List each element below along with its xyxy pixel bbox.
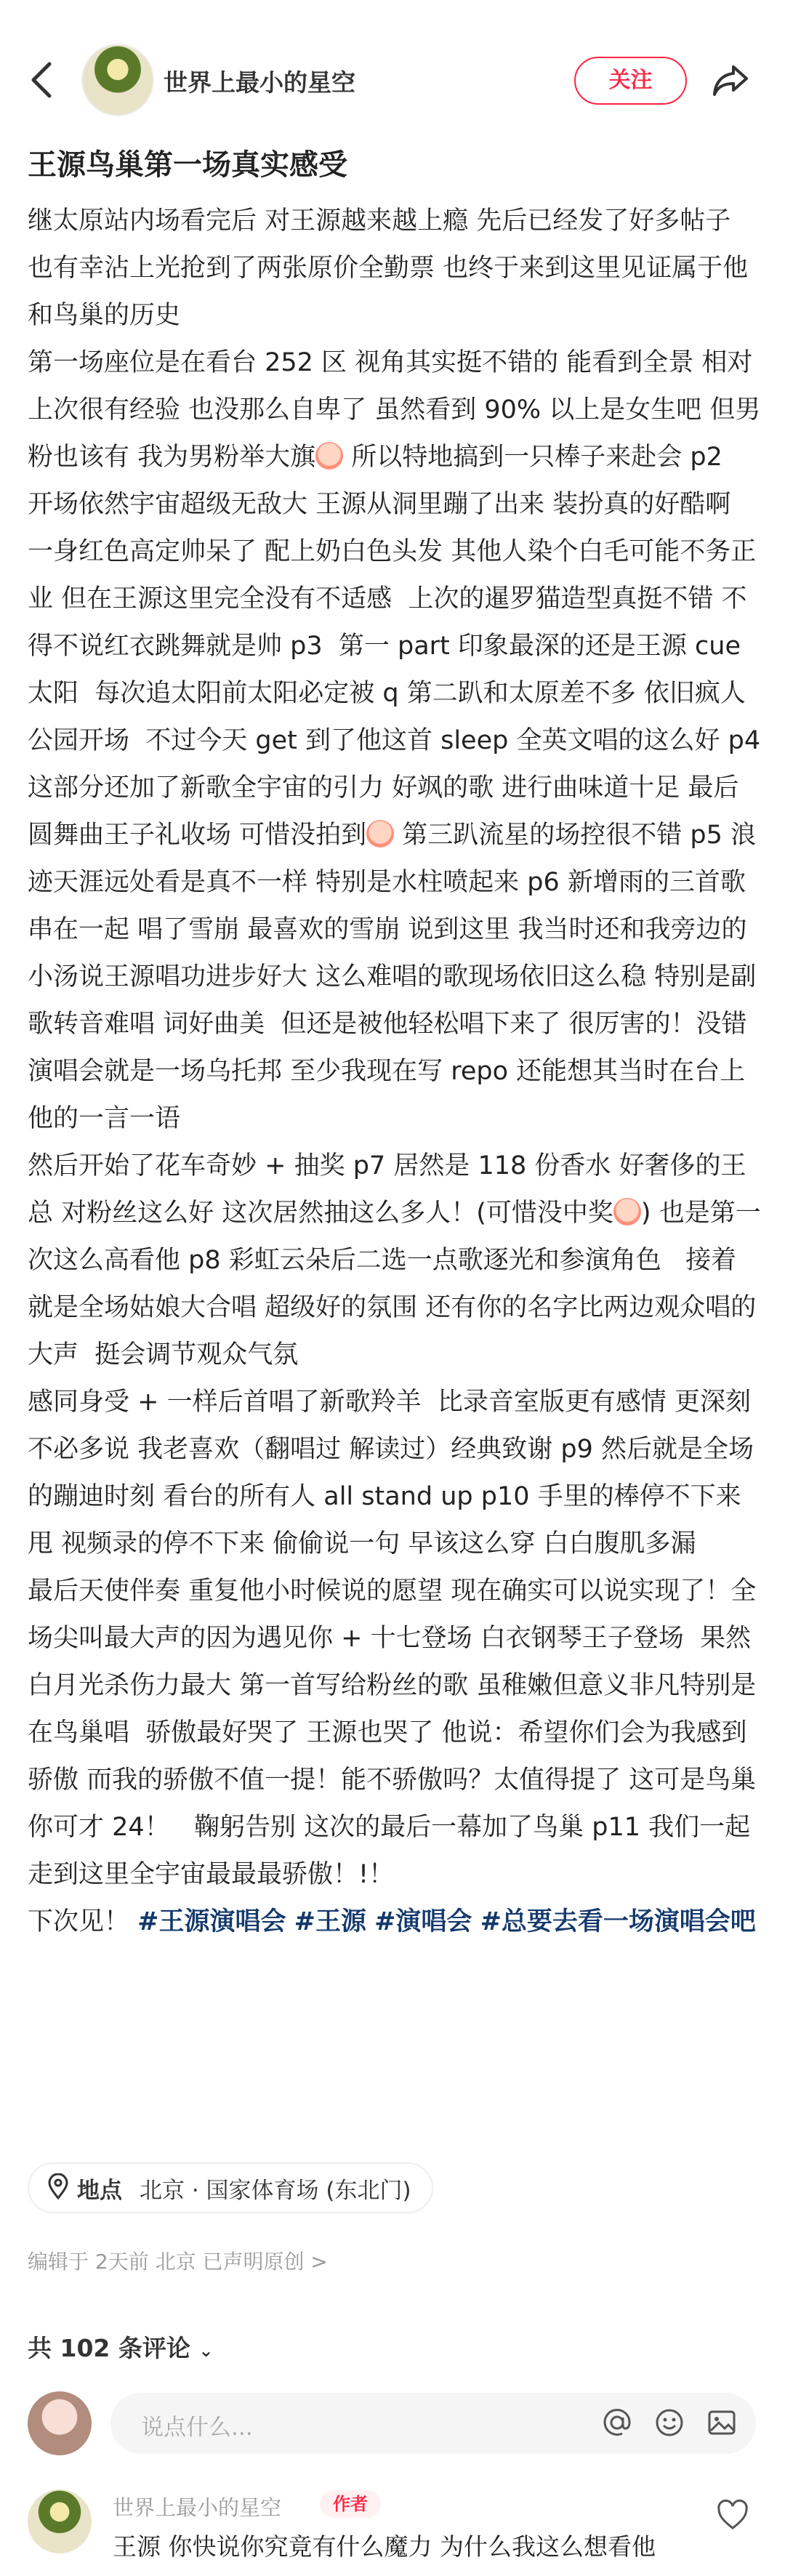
top-bar — [0, 0, 785, 160]
hashtag-link[interactable]: #王源 — [294, 1907, 366, 1936]
share-icon[interactable] — [709, 58, 752, 102]
paragraph: 第一场座位是在看台 252 区 视角其实挺不错的 能看到全景 相对上次很有经验 也没那么自卑了 虽然看到 90% 以上是女生吧 但男粉也该有 我为男粉举大旗 所以特地搞到一只棒子来赴会 p2 — [28, 348, 761, 472]
emoji-icon[interactable] — [653, 2406, 686, 2442]
paragraph: 然后开始了花车奇妙 + 抽奖 p7 居然是 118 份香水 好奢侈的王总 对粉丝这么好 这次居然抽这么多人！(可惜没中奖 ) 也是第一次这么高看他 p8 彩虹云朵后二选一点歌逐光和参演角色 接着就是全场姑娘大合唱 超级好的氛围 还有你的名字比两边观众唱的大声 挺会调节观众气氛 — [28, 1151, 761, 1369]
image-icon[interactable] — [705, 2406, 738, 2442]
paragraph: 继太原站内场看完后 对王源越来越上瘾 先后已经发了好多帖子 也有幸沾上光抢到了两张原价全勤票 也终于来到这里见证属于他和鸟巢的历史 — [28, 206, 749, 330]
back-arrow-icon[interactable] — [22, 51, 65, 109]
emoji-icon — [613, 1198, 641, 1225]
comment-count[interactable]: 共 102 条评论 ⌄ — [28, 2334, 214, 2362]
emoji-icon — [315, 442, 343, 470]
location-pin-icon — [47, 2173, 70, 2202]
paragraph: 下次见！ #王源演唱会 #王源 #演唱会 #总要去看一场演唱会吧 — [28, 1907, 756, 1936]
heart-icon[interactable] — [716, 2499, 749, 2531]
author-name[interactable]: 世界上最小的星空 — [164, 68, 355, 97]
post-content — [28, 198, 777, 1946]
chevron-down-icon: ⌄ — [198, 2340, 214, 2361]
hashtag-link[interactable]: #王源演唱会 — [137, 1907, 286, 1936]
paragraph: 开场依然宇宙超级无敌大 王源从洞里蹦了出来 装扮真的好酷啊 一身红色高定帅呆了 配上奶白色头发 其他人染个白毛可能不务正业 但在王源这里完全没有不适感 上次的暹罗猫造型真挺不错 不得不说红衣跳舞就是帅 p3 第一 part 印象最深的还是王源 cue 太阳 每次追太阳前太阳必定被 q 第二趴和太原差不多 依旧疯人公园开场 不过今天 get 到了他这首 sleep 全英文唱的这么好 p4 这部分还加了新歌全宇宙的引力 好飒的歌 进行曲味道十足 最后圆舞曲王子礼收场 可惜没拍到 第三趴流星的场控很不错 p5 浪迹天涯远处看是真不一样 特别是水柱喷起来 p6 新增雨的三首歌串在一起 唱了雪崩 最喜欢的雪崩 说到这里 我当时还和我旁边的小汤说王源唱功进步好大 这么难唱的歌现场依旧这么稳 特别是副歌转音难唱 词好曲美 但还是被他轻松唱下来了 很厉害的！没错 演唱会就是一场乌托邦 至少我现在写 repo 还能想其当时在台上他的一言一语 — [28, 490, 777, 1133]
paragraph: 最后天使伴奏 重复他小时候说的愿望 现在确实可以说实现了！全场尖叫最大声的因为遇见你 + 十七登场 白衣钢琴王子登场 果然白月光杀伤力最大 第一首写给粉丝的歌 虽稚嫩但意义非凡特别是在鸟巢唱 骄傲最好哭了 王源也哭了 他说：希望你们会为我感到骄傲 而我的骄傲不值一提！能不骄傲吗？太值得提了 这可是鸟巢 你可才 24！ 鞠躬告别 这次的最后一幕加了鸟巢 p11 我们一起走到这里全宇宙最最最骄傲！!！ — [28, 1577, 765, 1889]
emoji-icon — [366, 820, 394, 848]
location-label: 地点 — [77, 2177, 122, 2204]
post-title: 王源鸟巢第一场真实感受 — [28, 148, 347, 182]
paragraph: 感同身受 + 一样后首唱了新歌羚羊 比录音室版更有感情 更深刻 不必多说 我老喜欢（翻唱过 解读过）经典致谢 p9 然后就是全场的蹦迪时刻 看台的所有人 all stand up p10 手里的棒停不下来甩 视频录的停不下来 偷偷说一句 早该这么穿 白白腹肌多漏 — [28, 1388, 760, 1558]
at-icon[interactable] — [600, 2406, 634, 2442]
location-value: 北京 · 国家体育场 (东北门) — [140, 2177, 411, 2204]
author-avatar[interactable] — [81, 44, 154, 116]
author-badge: 作者 — [320, 2490, 381, 2518]
post-meta[interactable]: 编辑于 2天前 北京 已声明原创 > — [28, 2250, 328, 2274]
comment-input[interactable] — [110, 2393, 756, 2454]
comment-placeholder: 说点什么... — [141, 2415, 253, 2441]
comment-text: 王源 你快说你究竟有什么魔力 为什么我这么想看他 — [113, 2532, 656, 2561]
user-avatar — [28, 2391, 92, 2455]
commenter-avatar[interactable] — [28, 2490, 92, 2553]
follow-button[interactable]: 关注 — [574, 57, 687, 105]
commenter-name[interactable]: 世界上最小的星空 — [113, 2495, 282, 2520]
location-chip[interactable] — [28, 2162, 433, 2213]
hashtag-link[interactable]: #演唱会 — [374, 1907, 472, 1936]
hashtag-link[interactable]: #总要去看一场演唱会吧 — [480, 1907, 756, 1936]
